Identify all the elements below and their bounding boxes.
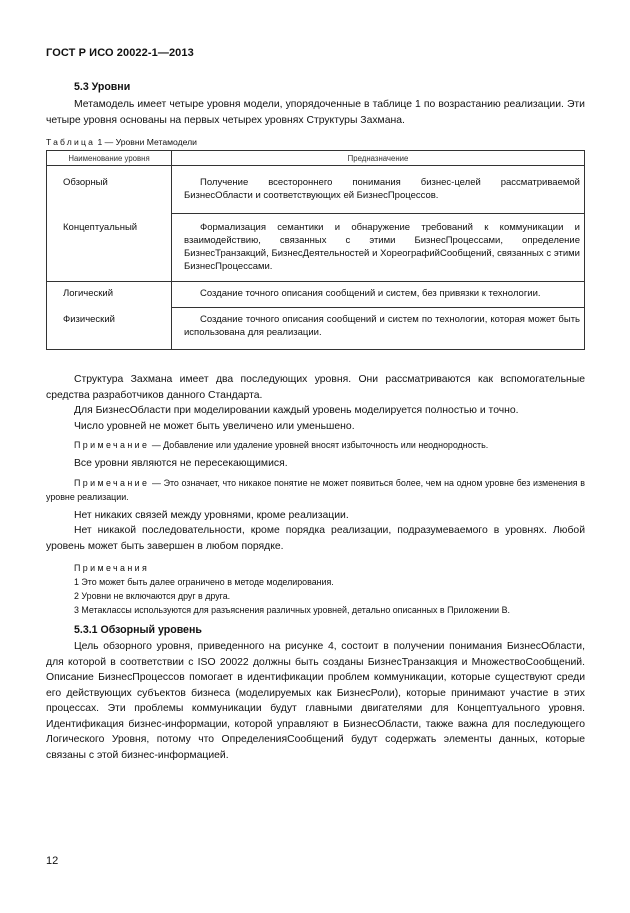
table-cell-level: Обзорный [47,166,172,214]
note-label: Примечание [74,477,150,488]
note-text: — Добавление или удаление уровней вносят избыточность или неоднородность. [151,440,489,450]
table-header-purpose: Предназначение [172,151,585,166]
notes-item: 3 Метаклассы используются для разъяснения различных уровней, детально описанных в Приложении В. [74,605,510,615]
table-cell-purpose [172,166,585,214]
paragraph: Все уровни являются не пересекающимися. [74,458,288,469]
table-header-row [47,151,585,166]
table-caption-title: 1 — Уровни Метамодели [97,137,197,147]
notes-item: 1 Это может быть далее ограничено в методе моделирования. [74,577,334,587]
intro-paragraph: Метамодель имеет четыре уровня модели, упорядоченные в таблице 1 по возрастанию реализации. Эти четыре уровня основаны на первых четырех уровнях Структуры Захмана. [46,99,585,126]
note [46,438,585,452]
note-text: — Это означает, что никакое понятие не может появиться более, чем на одном уровне без изменения в уровне реализации. [46,477,585,502]
page-content [46,80,585,763]
paragraph: Нет никаких связей между уровнями, кроме реализации. [74,509,349,521]
table-cell-purpose-text: Получение всестороннего понимания бизнес-целей рассматриваемой БизнесОбласти и соответствующих ей БизнесПроцессов. [184,177,580,201]
table-cell-purpose-text: Создание точного описания сообщений и систем, без привязки к технологии. [200,288,541,299]
levels-table [46,150,585,350]
standard-header: ГОСТ Р ИСО 20022-1—2013 [46,47,194,59]
paragraph: Для БизнесОбласти при моделировании каждый уровень моделируется полностью и точно. [74,405,519,416]
note [46,476,585,504]
table-cell-purpose [172,282,585,308]
page-number: 12 [46,855,59,867]
notes-item: 2 Уровни не включаются друг в друга. [74,591,231,601]
notes-heading-text: Примечания [74,563,150,573]
table-cell-level: Концептуальный [47,214,172,282]
table-caption [46,136,585,148]
table-row [47,282,585,308]
paragraph: Структура Захмана имеет два последующих уровня. Они рассматриваются как вспомогательные средства разработчиков данного Стандарта. [46,374,585,401]
table-header-level: Наименование уровня [47,151,172,166]
table-row [47,308,585,350]
note-label: Примечание [74,440,150,450]
table-row [47,166,585,214]
subsection-heading: 5.3.1 Обзорный уровень [74,624,202,636]
table-cell-purpose [172,308,585,350]
notes-heading [46,561,585,575]
table-cell-purpose [172,214,585,282]
table-row [47,214,585,282]
paragraph: Нет никакой последовательности, кроме порядка реализации, подразумеваемого в уровнях. Любой уровень может быть завершен в любом порядке. [46,525,585,552]
paragraph: Число уровней не может быть увеличено или уменьшено. [74,420,355,432]
table-cell-purpose-text: Создание точного описания сообщений и систем по технологии, которая может быть использована для реализации. [184,314,580,338]
table-caption-label: Таблица [46,137,96,147]
table-cell-level: Физический [47,308,172,350]
subsection-paragraph: Цель обзорного уровня, приведенного на рисунке 4, состоит в получении понимания БизнесОбласти, для которой в соответствии с ISO 20022 должны быть созданы БизнесТранзакция и МножествоСообщений. Описание БизнесПроцессов помогает в идентификации проблем коммуникации, которые существуют среди его действующих субъектов бизнеса (моделируемых как БизнесРоли), которые принимают участие в этих процессах. Эти проблемы коммуникации будут главными двигателями для Концептуального уровня. Идентификация бизнес-информации, которой управляют в БизнесОбласти, также важна для последующего Логического Уровня, потому что ОпределенияСообщений будут содержать элементы данных, которые связаны с этой бизнес-информацией. [46,641,585,761]
table-cell-purpose-text: Формализация семантики и обнаружение требований к коммуникации и взаимодействию, связанных с этими БизнесПроцессами, определение БизнесТранзакций, БизнесДеятельностей и ХореографийСообщений, связанных с этими БизнесПроцессами. [184,222,580,272]
section-heading: 5.3 Уровни [74,81,131,93]
table-cell-level: Логический [47,282,172,308]
